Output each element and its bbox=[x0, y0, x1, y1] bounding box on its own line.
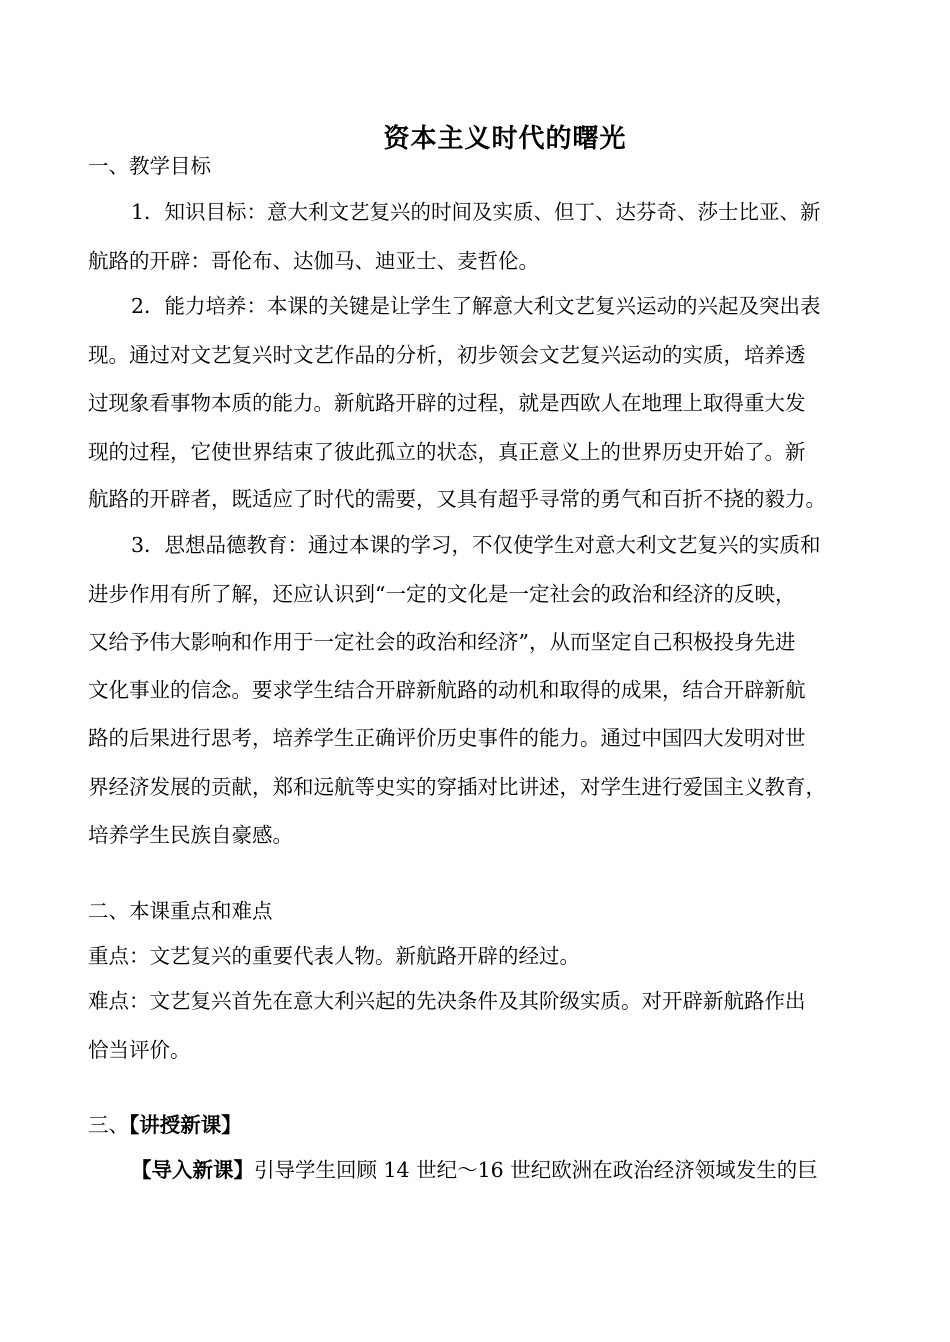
section-heading-bold: 【讲授新课】 bbox=[129, 1113, 242, 1137]
paragraph-line: 培养学生民族自豪感。 bbox=[88, 823, 293, 847]
intro-paragraph-line bbox=[131, 1160, 818, 1181]
intro-label: 【导入新课】 bbox=[131, 1158, 254, 1182]
section-number: 三、 bbox=[88, 1113, 129, 1137]
paragraph-line: 航路的开辟：哥伦布、达伽马、迪亚士、麦哲伦。 bbox=[88, 249, 539, 273]
paragraph-line: 界经济发展的贡献，郑和远航等史实的穿插对比讲述，对学生进行爱国主义教育， bbox=[88, 775, 826, 799]
difficulty-line: 难点：文艺复兴首先在意大利兴起的先决条件及其阶级实质。对开辟新航路作出 bbox=[88, 989, 806, 1013]
intro-text: 引导学生回顾 14 世纪～16 世纪欧洲在政治经济领域发生的巨 bbox=[254, 1158, 818, 1182]
paragraph-line: 现。通过对文艺复兴时文艺作品的分析，初步领会文艺复兴运动的实质，培养透 bbox=[88, 343, 806, 367]
section-heading-objectives: 一、教学目标 bbox=[88, 154, 211, 178]
paragraph-line: 过现象看事物本质的能力。新航路开辟的过程，就是西欧人在地理上取得重大发 bbox=[88, 391, 806, 415]
paragraph-line: 1．知识目标：意大利文艺复兴的时间及实质、但丁、达芬奇、莎士比亚、新 bbox=[131, 200, 821, 224]
difficulty-line: 恰当评价。 bbox=[88, 1038, 191, 1062]
paragraph-line: 现的过程，它使世界结束了彼此孤立的状态，真正意义上的世界历史开始了。新 bbox=[88, 440, 806, 464]
paragraph-line: 文化事业的信念。要求学生结合开辟新航路的动机和取得的成果，结合开辟新航 bbox=[88, 678, 806, 702]
paragraph-line: 航路的开辟者，既适应了时代的需要，又具有超乎寻常的勇气和百折不挠的毅力。 bbox=[88, 487, 826, 511]
paragraph-line: 2．能力培养：本课的关键是让学生了解意大利文艺复兴运动的兴起及突出表 bbox=[131, 294, 821, 318]
section-heading-new-lesson bbox=[88, 1115, 242, 1136]
paragraph-line: 3．思想品德教育：通过本课的学习，不仅使学生对意大利文艺复兴的实质和 bbox=[131, 533, 821, 557]
paragraph-line: 进步作用有所了解，还应认识到“一定的文化是一定社会的政治和经济的反映， bbox=[88, 582, 796, 606]
document-title: 资本主义时代的曙光 bbox=[383, 124, 627, 154]
key-point-line: 重点：文艺复兴的重要代表人物。新航路开辟的经过。 bbox=[88, 944, 580, 968]
section-heading-key-points: 二、本课重点和难点 bbox=[88, 899, 273, 923]
paragraph-line: 又给予伟大影响和作用于一定社会的政治和经济”，从而坚定自己积极投身先进 bbox=[88, 630, 796, 654]
paragraph-line: 路的后果进行思考，培养学生正确评价历史事件的能力。通过中国四大发明对世 bbox=[88, 726, 806, 750]
